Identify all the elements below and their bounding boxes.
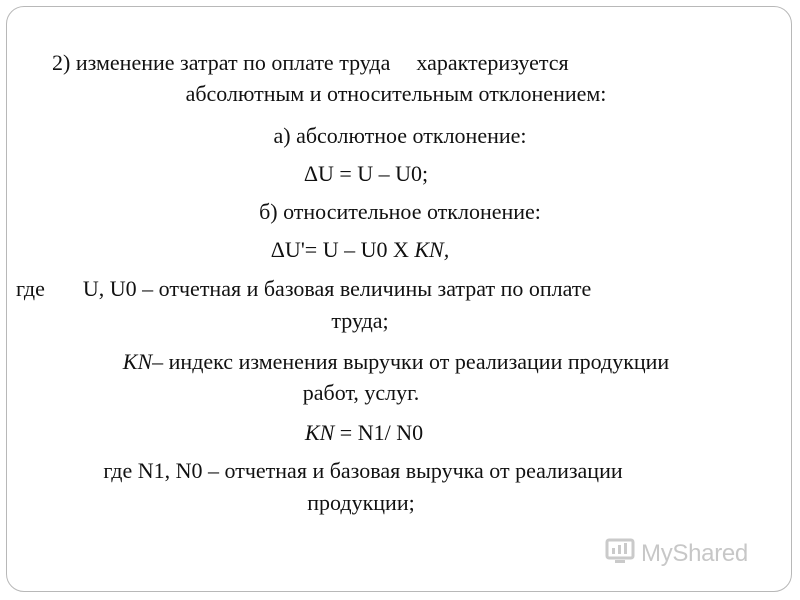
definition-u-line-2-text: труда; (331, 308, 389, 333)
absolute-heading-text: а) абсолютное отклонение: (273, 123, 527, 148)
relative-formula-italic: KN, (414, 237, 450, 262)
kn-formula-text: = N1/ N0 (334, 420, 424, 445)
definition-kn-line-2-text: работ, услуг. (302, 380, 420, 405)
definition-u-line-2 (0, 308, 760, 334)
relative-formula (0, 237, 760, 263)
definition-u-line-1 (16, 276, 591, 302)
intro-line-2-text: абсолютным и относительным отклонением: (185, 81, 607, 106)
definition-n-line-1-text: где N1, N0 – отчетная и базовая выручка от реализации (103, 458, 623, 483)
definition-kn-line-1 (0, 349, 796, 375)
definition-n-line-1 (0, 458, 763, 484)
absolute-formula-text: ΔU = U – U0; (303, 161, 429, 186)
intro-line-2 (0, 81, 796, 107)
definition-u-prefix: где (16, 276, 45, 301)
intro-part-1: 2) изменение затрат по оплате труда (52, 50, 391, 75)
watermark-text: MyShared (641, 540, 748, 567)
definition-n-line-2-text: продукции; (307, 490, 415, 515)
definition-u-text: U, U0 – отчетная и базовая величины затрат по оплате (82, 276, 592, 301)
definition-kn-symbol: KN (122, 349, 153, 374)
relative-heading (0, 199, 800, 225)
myshared-watermark (605, 536, 765, 572)
definition-n-line-2 (0, 490, 761, 516)
kn-formula-symbol: KN (304, 420, 335, 445)
relative-heading-text: б) относительное отклонение: (259, 199, 541, 224)
definition-kn-text: – индекс изменения выручки от реализации продукции (152, 349, 670, 374)
intro-part-2: характеризуется (416, 50, 569, 75)
definition-kn-line-2 (0, 380, 761, 406)
absolute-heading (0, 123, 800, 149)
kn-formula (0, 420, 764, 446)
absolute-formula (0, 161, 766, 187)
intro-line-1 (52, 50, 569, 76)
relative-formula-plain: ΔU'= U – U0 X (270, 237, 415, 262)
myshared-logo-icon (605, 537, 635, 572)
